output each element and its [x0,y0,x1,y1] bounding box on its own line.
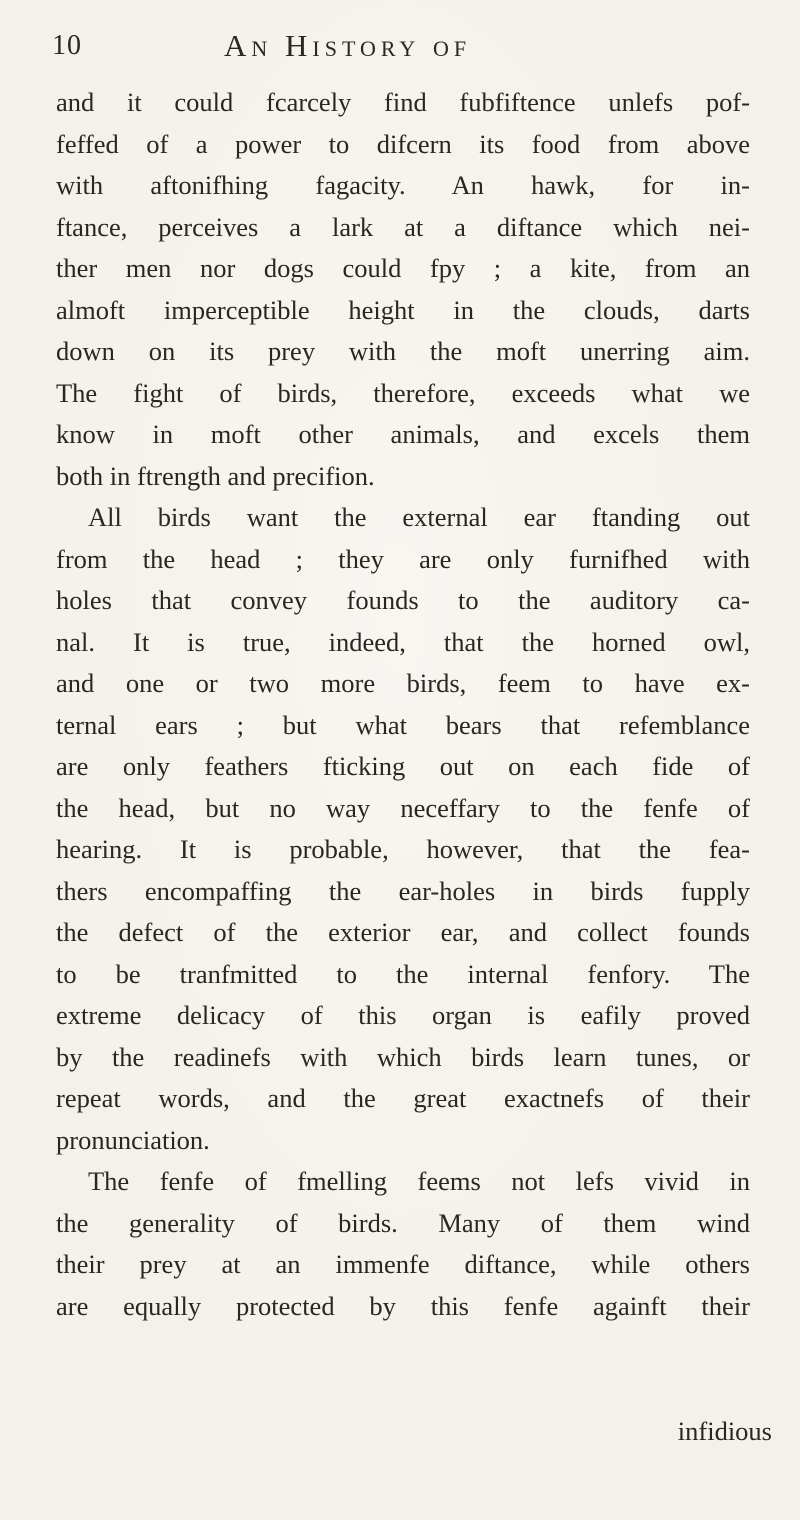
page-header [52,28,752,72]
text-line: from the head ; they are only furnifhed with [56,543,750,574]
text-line: the defect of the exterior ear, and collect founds [56,917,750,947]
text-line: ftance, perceives a lark at a diftance which nei- [56,211,750,242]
text-line: nal. It is true, indeed, that the horned owl, [56,626,750,657]
text-line: know in moft other animals, and excels them [56,419,750,449]
text-line: by the readinefs with which birds learn tunes, or [56,1041,750,1072]
text-line: feffed of a power to difcern its food from above [56,128,750,159]
body-text [56,82,750,1327]
page-number: 10 [52,30,82,61]
catchword: infidious [677,1416,772,1446]
text-line: are only feathers fticking out on each fide of [56,751,750,781]
text-line: thers encompaffing the ear-holes in birds fupply [56,875,750,906]
text-line: with aftonifhing fagacity. An hawk, for in- [56,170,750,200]
text-line: are equally protected by this fenfe againft their [56,1290,750,1321]
text-line: and one or two more birds, feem to have ex- [56,668,750,698]
text-line: The fenfe of fmelling feems not lefs vivid in [88,1166,750,1196]
text-line: almoft imperceptible height in the clouds, darts [56,294,750,325]
text-line: to be tranfmitted to the internal fenfory. The [56,958,750,989]
text-line: extreme delicacy of this organ is eafily proved [56,1000,750,1030]
text-line: hearing. It is probable, however, that the fea- [56,834,750,864]
text-line: pronunciation. [56,1124,210,1155]
text-line: repeat words, and the great exactnefs of their [56,1083,750,1113]
text-line: All birds want the external ear ftanding out [88,502,750,532]
text-line: the generality of birds. Many of them wind [56,1207,750,1238]
text-line: their prey at an immenfe diftance, while others [56,1249,750,1279]
text-line: The fight of birds, therefore, exceeds what we [56,377,750,408]
text-line: down on its prey with the moft unerring aim. [56,336,750,366]
text-line: and it could fcarcely find fubfiftence unlefs pof- [56,87,750,117]
text-line: ternal ears ; but what bears that refemblance [56,709,750,740]
text-line: both in ftrength and precifion. [56,460,375,491]
text-line: ther men nor dogs could fpy ; a kite, from an [56,253,750,283]
text-line: holes that convey founds to the auditory ca- [56,585,750,615]
text-line: the head, but no way neceffary to the fenfe of [56,792,750,823]
running-head: An History of [224,28,472,63]
